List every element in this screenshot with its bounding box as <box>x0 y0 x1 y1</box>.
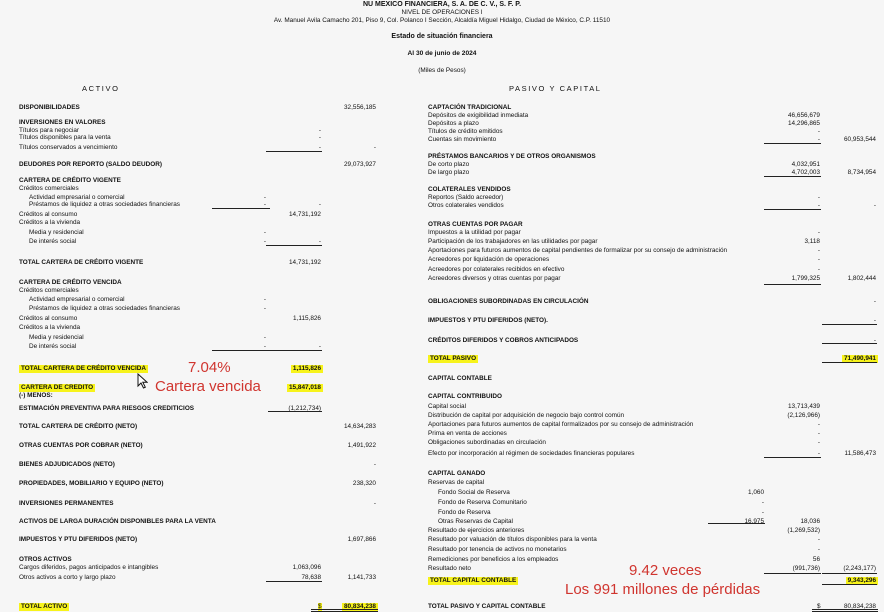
activo-row-label: Actividad empresarial o comercial <box>29 296 125 303</box>
activo-row-label: DEUDORES POR REPORTO (SALDO DEUDOR) <box>19 161 162 168</box>
activo-row-value: 29,073,927 <box>344 161 376 168</box>
pasivo-row-label: Otras Reservas de Capital <box>438 518 513 525</box>
pasivo-row-label: Fondo de Reserva <box>438 509 491 516</box>
pasivo-row-label: Resultado neto <box>428 565 471 572</box>
activo-row-value: 1,697,866 <box>347 536 376 543</box>
activo-row-value: 1,141,733 <box>347 574 376 581</box>
statement-units: (Miles de Pesos) <box>418 67 466 74</box>
pasivo-row-label: Fondo Social de Reserva <box>438 489 510 496</box>
activo-row-label: Títulos para negociar <box>19 127 80 134</box>
pasivo-row-value: 1,060 <box>748 489 764 496</box>
total-underline <box>764 209 821 210</box>
activo-row-label: Títulos conservados a vencimiento <box>19 144 118 151</box>
pasivo-row-label: Participación de los trabajadores en las utilidades por pagar <box>428 238 598 245</box>
activo-row-label: TOTAL ACTIVO <box>21 603 68 610</box>
pasivo-row-value: 16,975 <box>744 518 764 525</box>
activo-row-value: - <box>318 134 321 141</box>
total-underline <box>764 143 821 144</box>
activo-row-value: 1,063,096 <box>292 564 321 571</box>
pasivo-row-value: - <box>817 136 820 143</box>
activo-row-label: PROPIEDADES, MOBILIARIO Y EQUIPO (NETO) <box>19 480 164 487</box>
pasivo-row-label: De corto plazo <box>428 161 470 168</box>
pasivo-row-label: Impuestos a la utilidad por pagar <box>428 229 521 236</box>
pasivo-row-value: (991,736) <box>792 565 820 572</box>
activo-row-label: CARTERA DE CRÉDITO VENCIDA <box>19 279 122 286</box>
activo-row-label: BIENES ADJUDICADOS (NETO) <box>19 461 115 468</box>
activo-row-value: 15,847,018 <box>289 384 321 391</box>
pasivo-row-value: 8,734,954 <box>847 169 876 176</box>
activo-row-value: - <box>263 238 266 245</box>
activo-row-value: 14,634,283 <box>344 423 376 430</box>
pasivo-row-label: Distribución de capital por adquisición de negocio bajo control común <box>428 412 625 419</box>
activo-row-label: (-) MENOS: <box>19 392 53 399</box>
pasivo-row-value: 3,118 <box>804 238 820 245</box>
pasivo-row-label: De largo plazo <box>428 169 470 176</box>
activo-row-label: INVERSIONES PERMANENTES <box>19 500 114 507</box>
pasivo-row-value: 80,834,238 <box>844 603 876 610</box>
mouse-cursor-icon <box>137 373 148 389</box>
pasivo-row-value: - <box>817 194 820 201</box>
activo-row-label: CARTERA DE CREDITO <box>21 384 94 391</box>
activo-row-label: IMPUESTOS Y PTU DIFERIDOS (NETO) <box>19 536 138 543</box>
pasivo-row-value: - <box>817 256 820 263</box>
company-address: Av. Manuel Avila Camacho 201, Piso 9, Col. Polanco I Sección, Alcaldía Miguel Hidalgo, Ciudad de México, C.P. 11510 <box>273 17 611 24</box>
activo-row-value: - <box>263 194 266 201</box>
total-underline <box>764 457 821 458</box>
pasivo-row-value: - <box>873 202 876 209</box>
activo-row-value: - <box>263 305 266 312</box>
pasivo-row-label: Fondo de Reserva Comunitario <box>438 499 527 506</box>
activo-currency-symbol: $ <box>318 603 322 610</box>
activo-row-label: Otros activos a corto y largo plazo <box>19 574 116 581</box>
pasivo-row-label: TOTAL CAPITAL CONTABLE <box>430 577 517 584</box>
activo-row-value: - <box>263 334 266 341</box>
activo-row-label: Actividad empresarial o comercial <box>29 194 125 201</box>
pasivo-row-label: Prima en venta de acciones <box>428 430 507 437</box>
total-underline <box>822 584 877 585</box>
pasivo-row-value: 1,799,325 <box>791 275 820 282</box>
activo-row-value: 1,491,922 <box>347 442 376 449</box>
pasivo-row-label: CRÉDITOS DIFERIDOS Y COBROS ANTICIPADOS <box>428 337 579 344</box>
pasivo-row-value: (1,269,532) <box>787 527 820 534</box>
pasivo-row-value: - <box>873 298 876 305</box>
pasivo-row-label: Otros colaterales vendidos <box>428 202 504 209</box>
pasivo-row-value: 4,032,951 <box>791 161 820 168</box>
activo-row-value: - <box>263 229 266 236</box>
activo-row-value: 238,320 <box>352 480 376 487</box>
activo-row-label: ESTIMACIÓN PREVENTIVA PARA RIESGOS CREDITICIOS <box>19 405 195 412</box>
pasivo-row-label: PRÉSTAMOS BANCARIOS Y DE OTROS ORGANISMOS <box>428 153 596 160</box>
activo-row-label: Préstamos de liquidez a otras sociedades financieras <box>29 305 180 312</box>
pasivo-row-value: - <box>817 128 820 135</box>
total-underline <box>268 411 322 412</box>
pasivo-row-label: Obligaciones subordinadas en circulación <box>428 439 546 446</box>
activo-row-value: - <box>318 238 321 245</box>
activo-row-label: Cargos diferidos, pagos anticipados e intangibles <box>19 564 159 571</box>
activo-row-value: - <box>263 296 266 303</box>
activo-row-label: OTRAS CUENTAS POR COBRAR (NETO) <box>19 442 143 449</box>
company-name: NU MEXICO FINANCIERA, S. A. DE C. V., S. F. P. <box>362 1 522 8</box>
pasivo-row-label: Cuentas sin movimiento <box>428 136 497 143</box>
annotation-perdidas: Los 991 millones de pérdidas <box>565 581 761 598</box>
activo-row-label: Títulos disponibles para la venta <box>19 134 111 141</box>
activo-row-value: - <box>318 343 321 350</box>
activo-row-label: Créditos al consumo <box>19 315 78 322</box>
activo-row-label: TOTAL CARTERA DE CRÉDITO VENCIDA <box>21 365 146 372</box>
pasivo-row-label: CAPITAL CONTABLE <box>428 375 492 382</box>
activo-row-value: - <box>263 343 266 350</box>
activo-row-label: De interés social <box>29 238 77 245</box>
activo-row-label: Créditos comerciales <box>19 185 79 192</box>
pasivo-row-label: Resultado de ejercicios anteriores <box>428 527 525 534</box>
pasivo-row-label: Acreedores por liquidación de operaciones <box>428 256 550 263</box>
pasivo-row-value: - <box>873 317 876 324</box>
pasivo-row-label: Acreedores por colaterales recibidos en efectivo <box>428 266 565 273</box>
pasivo-row-label: IMPUESTOS Y PTU DIFERIDOS (NETO). <box>428 317 548 324</box>
total-underline <box>266 245 322 246</box>
activo-row-label: Media y residencial <box>29 229 84 236</box>
activo-row-label: OTROS ACTIVOS <box>19 556 72 563</box>
total-underline <box>311 609 378 610</box>
activo-row-label: ACTIVOS DE LARGA DURACIÓN DISPONIBLES PARA LA VENTA <box>19 518 216 525</box>
total-underline <box>812 609 878 610</box>
pasivo-capital-heading: PASIVO Y CAPITAL <box>509 84 602 93</box>
pasivo-row-label: Remediciones por beneficios a los empleados <box>428 556 559 563</box>
total-underline <box>822 324 877 325</box>
pasivo-row-value: 14,296,865 <box>788 120 820 127</box>
pasivo-row-value: - <box>817 546 820 553</box>
statement-title: Estado de situación financiera <box>391 33 493 40</box>
activo-row-label: De interés social <box>29 343 77 350</box>
annotation-cartera-vencida: Cartera vencida <box>155 378 261 395</box>
activo-row-value: 78,638 <box>301 574 321 581</box>
pasivo-row-value: - <box>817 247 820 254</box>
activo-row-label: Créditos a la vivienda <box>19 324 81 331</box>
pasivo-row-value: 56 <box>812 556 820 563</box>
total-underline <box>764 284 821 285</box>
pasivo-row-value: - <box>817 202 820 209</box>
operations-level: NIVEL DE OPERACIONES I <box>401 9 483 16</box>
activo-row-value: - <box>318 127 321 134</box>
activo-row-value: - <box>373 500 376 507</box>
activo-row-label: CARTERA DE CRÉDITO VIGENTE <box>19 177 121 184</box>
pasivo-row-label: Resultado por tenencia de activos no monetarios <box>428 546 567 553</box>
pasivo-row-value: - <box>761 509 764 516</box>
activo-row-value: (1,212,734) <box>288 405 321 412</box>
total-underline <box>764 573 821 574</box>
activo-row-value: - <box>373 144 376 151</box>
pasivo-row-value: (2,126,966) <box>787 412 820 419</box>
pasivo-row-value: - <box>873 337 876 344</box>
pasivo-row-label: CAPITAL GANADO <box>428 470 486 477</box>
pasivo-row-label: Depósitos a plazo <box>428 120 479 127</box>
pasivo-row-value: 13,713,439 <box>788 403 820 410</box>
pasivo-row-value: 60,953,544 <box>844 136 876 143</box>
pasivo-row-label: Efecto por incorporación al régimen de sociedades financieras populares <box>428 450 635 457</box>
pasivo-row-value: 18,036 <box>800 518 820 525</box>
pasivo-row-value: 71,490,941 <box>844 355 876 362</box>
total-underline <box>822 573 877 574</box>
pasivo-row-label: Aportaciones para futuros aumentos de capital formalizados por su consejo de administración <box>428 421 694 428</box>
activo-row-value: 80,834,238 <box>344 603 376 610</box>
activo-row-label: Créditos comerciales <box>19 287 79 294</box>
total-underline <box>822 362 877 363</box>
pasivo-row-label: OTRAS CUENTAS POR PAGAR <box>428 221 523 228</box>
total-underline <box>212 208 270 209</box>
pasivo-row-label: Resultado por valuación de títulos disponibles para la venta <box>428 536 597 543</box>
activo-row-value: - <box>373 461 376 468</box>
activo-row-label: Préstamos de liquidez a otras sociedades financieras <box>29 201 180 208</box>
activo-row-label: Créditos a la vivienda <box>19 219 81 226</box>
activo-row-value: - <box>318 144 321 151</box>
activo-row-value: - <box>263 201 266 208</box>
pasivo-row-value: - <box>817 439 820 446</box>
statement-date: Al 30 de junio de 2024 <box>407 50 477 57</box>
pasivo-row-value: - <box>817 266 820 273</box>
activo-heading: ACTIVO <box>82 84 120 93</box>
activo-row-value: 14,731,192 <box>289 211 321 218</box>
pasivo-row-value: 1,802,444 <box>847 275 876 282</box>
pasivo-row-label: TOTAL PASIVO Y CAPITAL CONTABLE <box>428 603 546 610</box>
pasivo-row-value: 46,656,679 <box>788 112 820 119</box>
total-underline <box>266 581 322 582</box>
pasivo-row-label: CAPTACIÓN TRADICIONAL <box>428 104 512 111</box>
pasivo-row-value: - <box>817 430 820 437</box>
pasivo-row-value: - <box>817 421 820 428</box>
total-underline <box>266 151 322 152</box>
pasivo-row-value: - <box>817 229 820 236</box>
pasivo-currency-symbol: $ <box>817 603 821 610</box>
total-underline <box>212 350 270 351</box>
activo-row-value: 1,115,826 <box>293 315 321 322</box>
pasivo-row-value: 9,343,296 <box>847 577 876 584</box>
activo-row-value: - <box>318 201 321 208</box>
annotation-percent: 7.04% <box>188 359 231 376</box>
pasivo-row-label: Capital social <box>428 403 467 410</box>
activo-row-label: Media y residencial <box>29 334 84 341</box>
activo-row-value: 14,731,192 <box>289 259 321 266</box>
total-underline <box>764 176 821 177</box>
activo-row-label: Créditos al consumo <box>19 211 78 218</box>
pasivo-row-value: - <box>761 499 764 506</box>
pasivo-row-value: 4,702,003 <box>791 169 820 176</box>
pasivo-row-label: TOTAL PASIVO <box>430 355 477 362</box>
total-underline <box>822 343 877 344</box>
pasivo-row-label: Acreedores diversos y otras cuentas por pagar <box>428 275 561 282</box>
activo-row-label: TOTAL CARTERA DE CRÉDITO VIGENTE <box>19 259 144 266</box>
total-underline <box>266 350 322 351</box>
pasivo-row-value: (2,243,177) <box>843 565 876 572</box>
activo-row-label: INVERSIONES EN VALORES <box>19 119 106 126</box>
pasivo-row-label: OBLIGACIONES SUBORDINADAS EN CIRCULACIÓN <box>428 298 589 305</box>
activo-row-label: TOTAL CARTERA DE CRÉDITO (NETO) <box>19 423 138 430</box>
pasivo-row-value: 11,586,473 <box>844 450 876 457</box>
pasivo-row-label: Títulos de crédito emitidos <box>428 128 503 135</box>
pasivo-row-label: COLATERALES VENDIDOS <box>428 186 511 193</box>
total-underline <box>708 523 765 524</box>
activo-row-label: DISPONIBILIDADES <box>19 104 80 111</box>
pasivo-row-label: Depósitos de exigibilidad inmediata <box>428 112 529 119</box>
activo-row-value: 32,556,185 <box>344 104 376 111</box>
pasivo-row-label: Reportos (Saldo acreedor) <box>428 194 504 201</box>
activo-row-value: 1,115,826 <box>292 365 321 372</box>
pasivo-row-label: Aportaciones para futuros aumentos de capital pendientes de formalizar por su consejo de administración <box>428 247 728 254</box>
pasivo-row-label: CAPITAL CONTRIBUIDO <box>428 393 502 400</box>
pasivo-row-value: - <box>817 450 820 457</box>
annotation-veces: 9.42 veces <box>629 562 702 579</box>
pasivo-row-value: - <box>817 536 820 543</box>
pasivo-row-label: Reservas de capital <box>428 479 485 486</box>
